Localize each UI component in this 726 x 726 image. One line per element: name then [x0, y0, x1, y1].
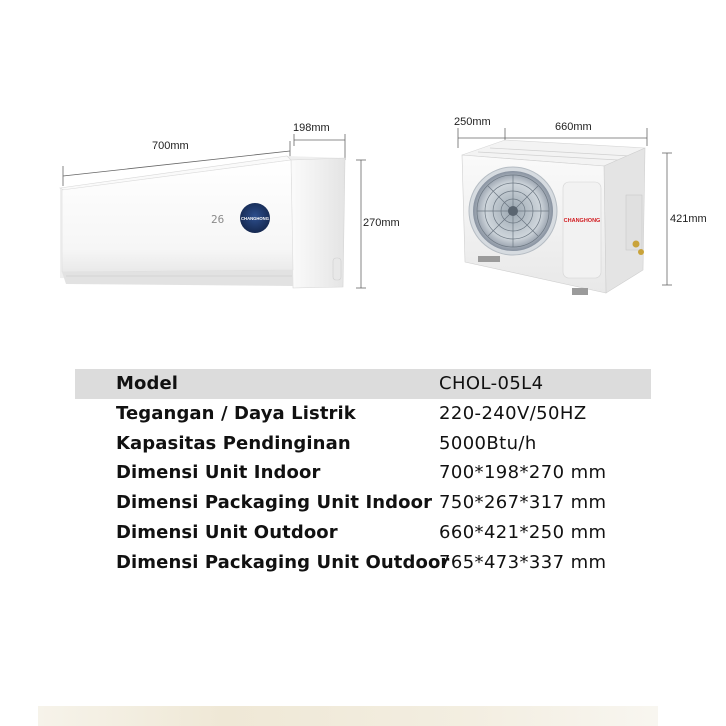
indoor-display-digits: 26	[211, 213, 225, 226]
outdoor-height-label: 421mm	[670, 213, 707, 225]
indoor-height-label: 270mm	[363, 217, 400, 229]
spec-row-indoor-dim	[75, 458, 651, 488]
spec-value: 220-240V/50HZ	[439, 402, 587, 424]
spec-row-capacity	[75, 429, 651, 459]
spec-label: Dimensi Unit Indoor	[116, 462, 321, 484]
spec-value: 750*267*317 mm	[439, 492, 607, 514]
spec-label: Model	[116, 373, 179, 394]
spec-label: Tegangan / Daya Listrik	[116, 402, 356, 424]
spec-row-indoor-pack	[75, 488, 651, 518]
outdoor-brand-label: CHANGHONG	[563, 218, 601, 224]
spec-label: Dimensi Unit Outdoor	[116, 521, 338, 543]
svg-text:CHANGHONG: CHANGHONG	[241, 216, 269, 221]
indoor-width-label: 700mm	[152, 140, 189, 152]
spec-value: 765*473*337 mm	[439, 551, 607, 573]
spec-row-voltage	[75, 399, 651, 429]
spec-value: 660*421*250 mm	[439, 521, 607, 543]
spec-row-outdoor-dim	[75, 518, 651, 548]
spec-value: 5000Btu/h	[439, 432, 537, 454]
spec-value: 700*198*270 mm	[439, 462, 607, 484]
outdoor-width-label: 660mm	[555, 121, 592, 133]
spec-label: Dimensi Packaging Unit Outdoor	[116, 551, 450, 573]
spec-label: Kapasitas Pendinginan	[116, 432, 351, 454]
spec-table	[75, 369, 651, 578]
bottom-decorative-strip	[38, 706, 658, 726]
valve-icon	[633, 241, 640, 248]
spec-label: Dimensi Packaging Unit Indoor	[116, 492, 433, 514]
indoor-depth-label: 198mm	[293, 122, 330, 134]
spec-value: CHOL-05L4	[439, 373, 544, 394]
spec-row-model	[75, 369, 651, 399]
spec-row-outdoor-pack	[75, 548, 651, 578]
outdoor-unit-illustration	[0, 0, 726, 330]
outdoor-depth-label: 250mm	[454, 116, 491, 128]
